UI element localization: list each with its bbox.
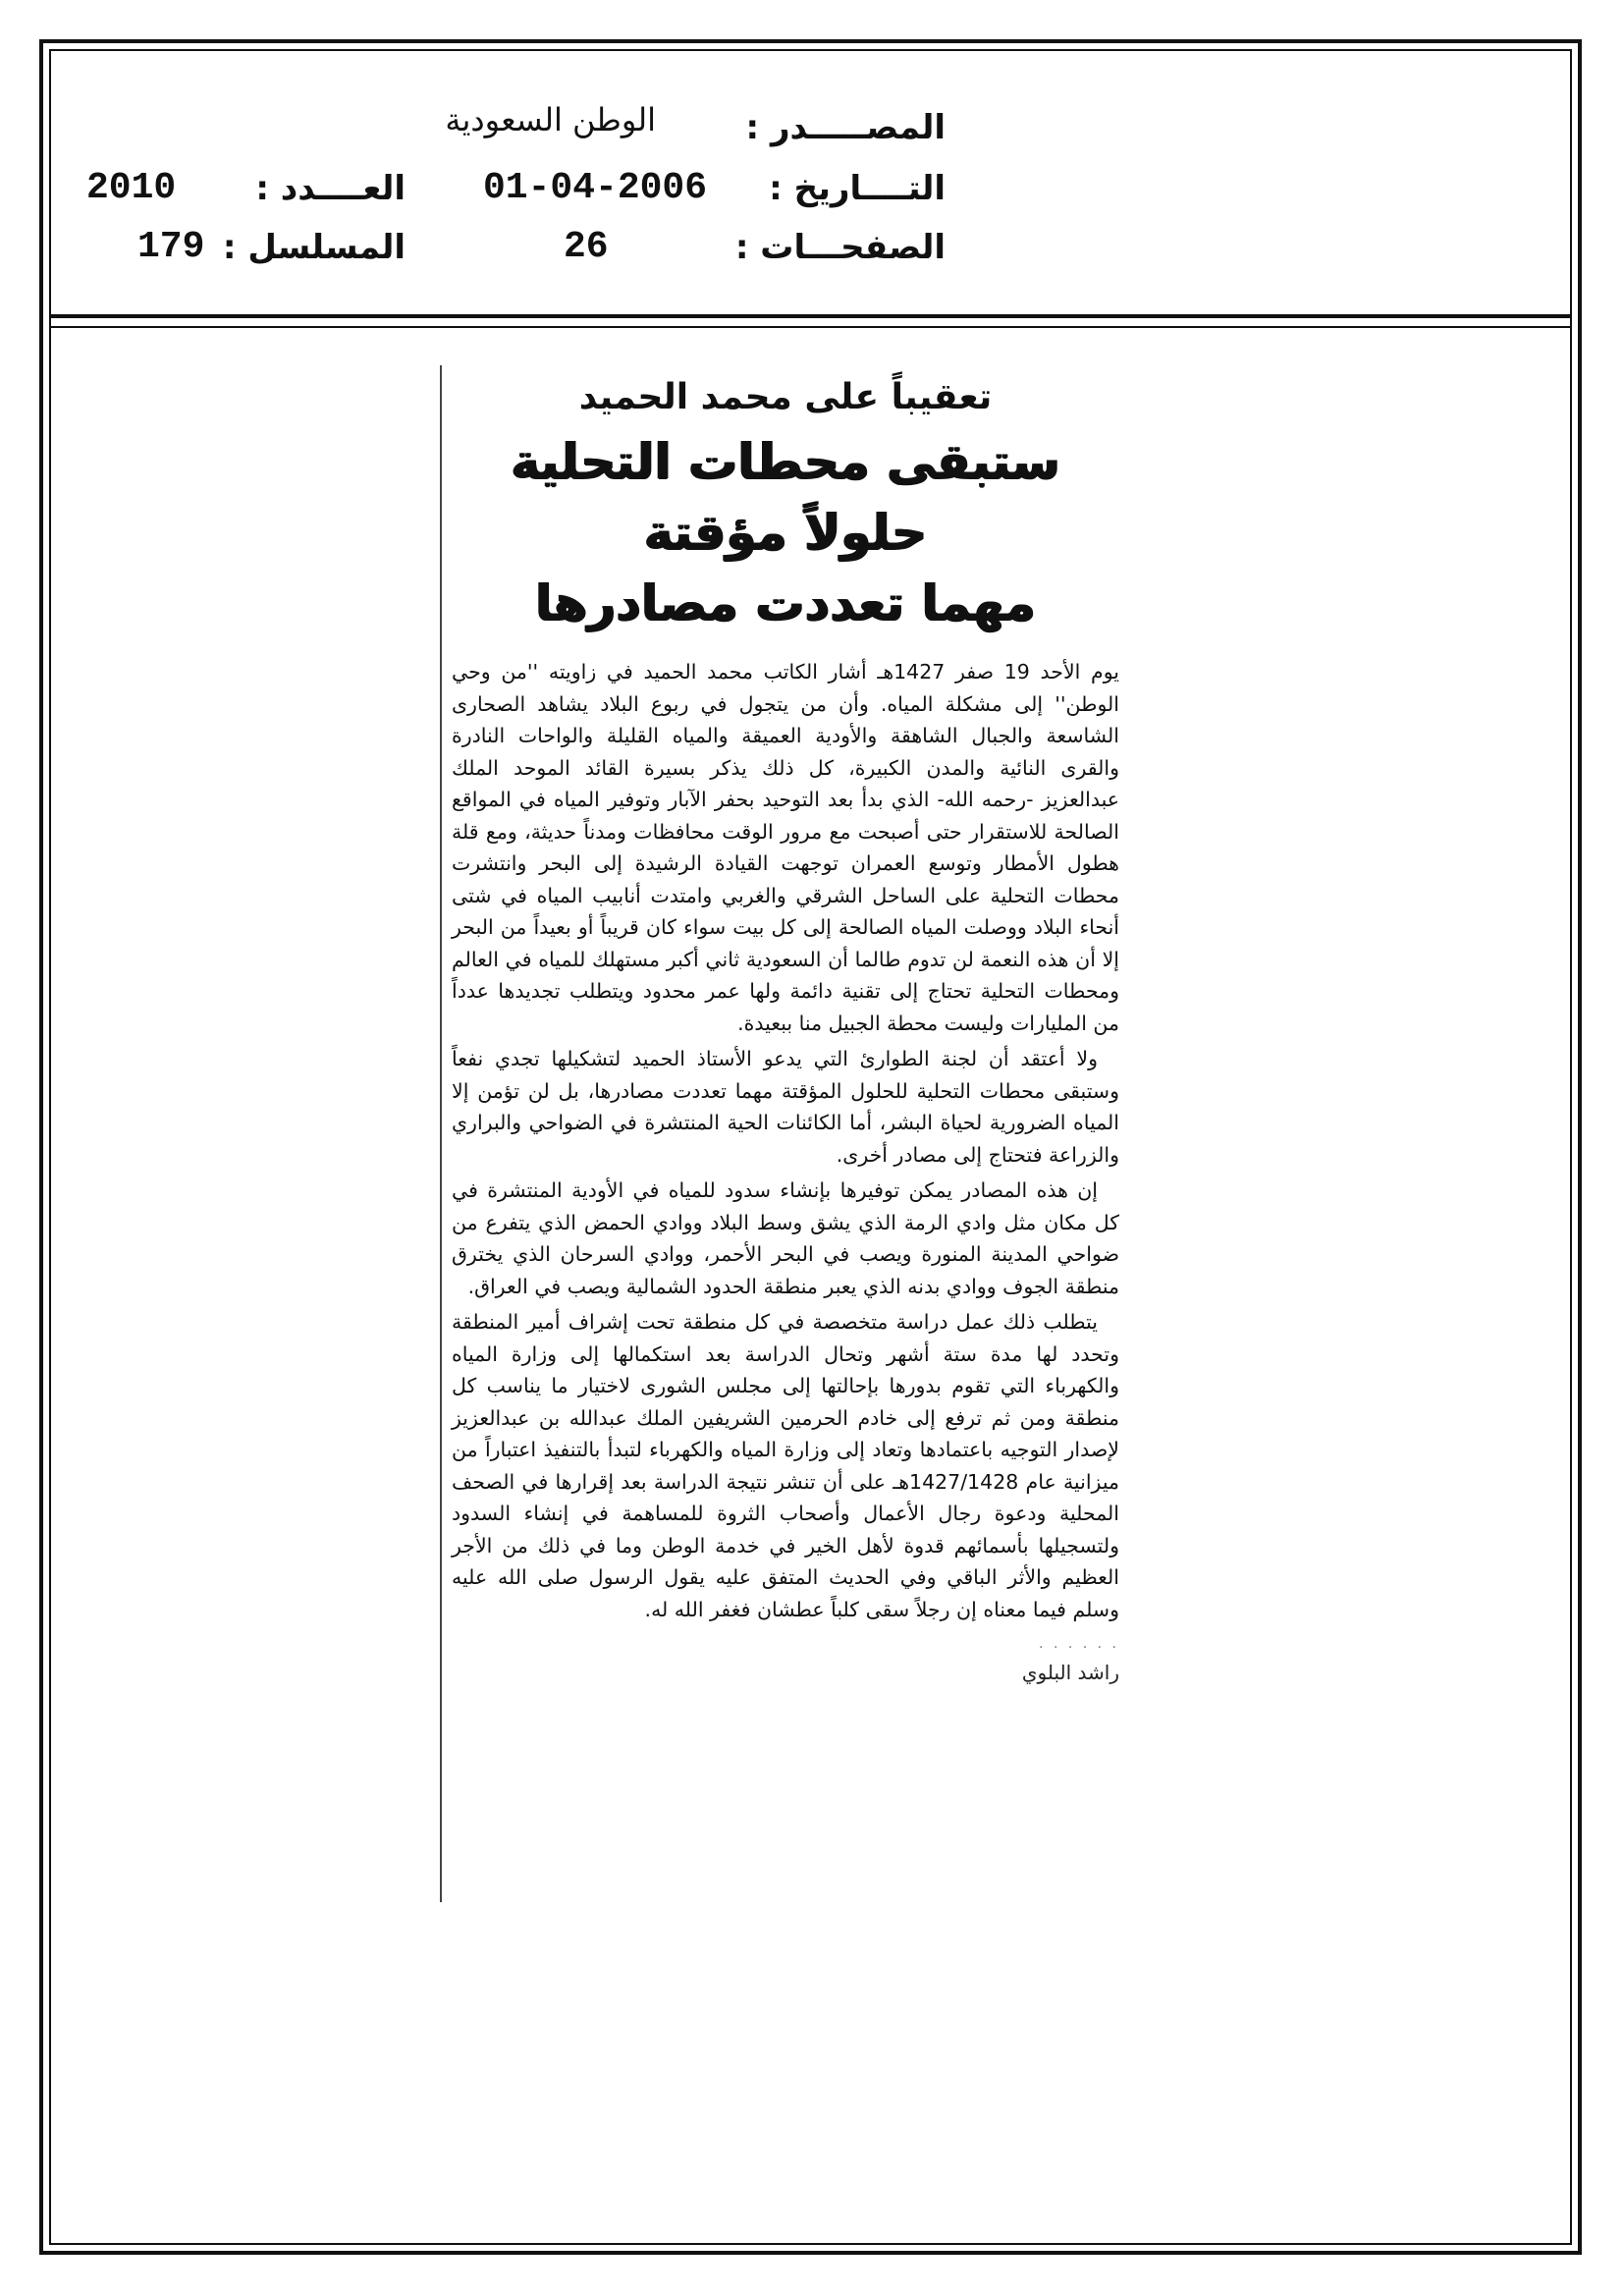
issue-value: 2010 [86,167,177,209]
article-paragraph: ولا أعتقد أن لجنة الطوارئ التي يدعو الأستاذ الحميد لتشكيلها تجدي نفعاً وستبقى محطات التحلية للحلول المؤقتة مهما تعددت مصادرها، بل لن تؤمن إلا المياه الضرورية لحياة البشر، أما الكائنات الحية المنتشرة في الضواحي والبراري والزراعة فتحتاج إلى مصادر أخرى. [452,1047,1119,1167]
serial-value: 179 [137,226,205,268]
article-kicker: تعقيباً على محمد الحميد [578,377,993,417]
date-label: التــــاريخ : [769,169,946,208]
pages-value: 26 [564,226,609,268]
date-value: 01-04-2006 [483,167,708,209]
source-label: المصـــــدر : [745,108,946,147]
column-rule [440,365,442,1902]
article-clipping [452,373,1119,1686]
issue-label: العــــدد : [255,169,406,208]
article-paragraph: يتطلب ذلك عمل دراسة متخصصة في كل منطقة تحت إشراف أمير المنطقة وتحدد لها مدة ستة أشهر وتحال الدراسة بعد استكمالها إلى وزارة المياه والكهرباء التي تقوم بدورها بإحالتها إلى مجلس الشورى لاختيار ما يناسب كل منطقة ومن ثم ترفع إلى خادم الحرمين الشريفين الملك عبدالله بن عبدالعزيز لإصدار التوجيه باعتمادها وتعاد إلى وزارة المياه والكهرباء لتبدأ بالتنفيذ اعتباراً من ميزانية عام 1427/1428هـ على أن تنشر نتيجة الدراسة بعد إقرارها في الصحف المحلية ودعوة رجال الأعمال وأصحاب الثروة للمساهمة في إنشاء السدود ولتسجيلها بأسمائهم قدوة لأهل الخير في خدمة الوطن وما في ذلك من الأجر العظيم والأثر الباقي وفي الحديث المتفق عليه يقول الرسول صلى الله عليه وسلم فيما معناه إن رجلاً سقى كلباً عطشان فغفر الله له. [452,1310,1120,1621]
source-value: الوطن السعودية [445,101,656,138]
header-divider [49,314,1572,318]
serial-label: المسلسل : [222,228,406,267]
article-byline: راشد البلوي [1021,1661,1119,1684]
article-paragraph: يوم الأحد 19 صفر 1427هـ أشار الكاتب محمد الحميد في زاويته ''من وحي الوطن'' إلى مشكلة المياه. وأن من يتجول في ربوع البلاد يشاهد الصحارى الشاسعة والجبال الشاهقة والأودية العميقة والمياه القليلة والواحات النادرة والقرى النائية والمدن الكبيرة، كل ذلك يذكر بسيرة القائد الموحد الملك عبدالعزيز -رحمه الله- الذي بدأ بعد التوحيد بحفر الآبار وتوفير المياه في المواقع الصالحة للاستقرار حتى أصبحت مع مرور الوقت محافظات ومدناً حديثة، ومع قلة هطول الأمطار وتوسع العمران توجهت القيادة الرشيدة إلى البحر وانتشرت محطات التحلية على الساحل الشرقي والغربي وامتدت أنابيب المياه في شتى أنحاء البلاد ووصلت المياه الصالحة إلى كل بيت سواء كان قريباً أو بعيداً من البحر إلا أن هذه النعمة لن تدوم طالما أن السعودية ثاني أكبر مستهلك للمياه في العالم ومحطات التحلية تحتاج إلى تقنية دائمة ولها عمر محدود ويتطلب تجديدها عدداً من المليارات وليست محطة الجبيل منا ببعيدة. [452,660,1119,1035]
article-body [452,656,1119,1625]
pages-label: الصفحـــات : [734,228,946,267]
article-paragraph: إن هذه المصادر يمكن توفيرها بإنشاء سدود للمياه في الأودية المنتشرة في كل مكان مثل وادي الرمة الذي يشق وسط البلاد ووادي الحمض الذي يتفرع من ضواحي المدينة المنورة ويصب في البحر الأحمر، ووادي السرحان الذي يخترق منطقة الجوف ووادي بدنه الذي يعبر منطقة الحدود الشمالية ويصب في العراق. [452,1178,1119,1298]
header-divider-thin [49,326,1572,328]
article-headline-line2: مهما تعددت مصادرها [535,574,1036,631]
separator-dots: · · · · · · [1039,1640,1119,1656]
article-headline-line1: ستبقى محطات التحلية حلولاً مؤقتة [511,433,1060,561]
